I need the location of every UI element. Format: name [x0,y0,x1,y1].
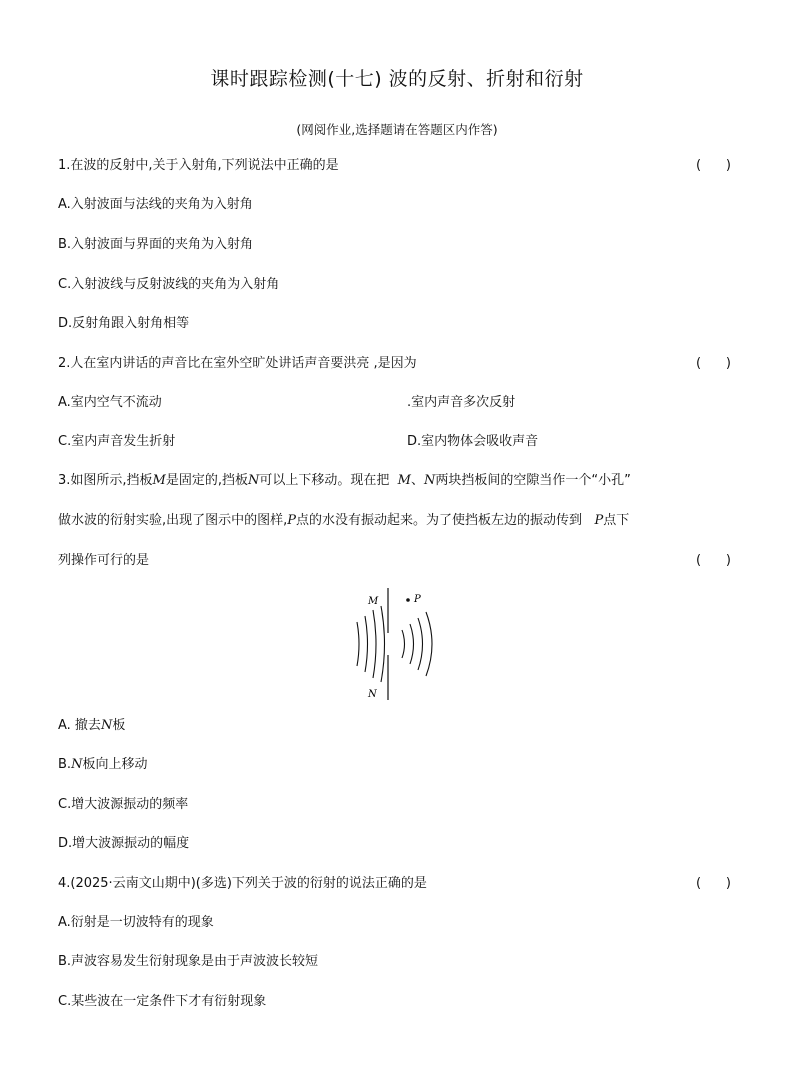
q3-symbol-p: P [287,513,297,528]
q3-symbol-n: N [248,473,260,488]
diffracted-wave [402,630,405,658]
question-4-stem: 4.(2025·云南文山期中)(多选)下列关于波的衍射的说法正确的是 [58,876,427,891]
q3-symbol-m: M [397,473,411,488]
q3-text: 3.如图所示,挡板 [58,473,153,488]
q2-option-a: A.室内空气不流动 [58,395,162,410]
answer-paren-q3: ( ) [696,553,731,568]
q3-symbol-n: N [423,473,436,488]
q3-text: 点下 [603,513,630,528]
q3-text: 、 [410,473,424,488]
q3-symbol-n: N [71,757,83,772]
q3-symbol-p: P [594,513,604,528]
q3-option-c: C.增大波源振动的频率 [58,797,189,812]
diffracted-wave [426,612,432,676]
diffracted-wave [418,618,423,670]
diffracted-wave [410,624,414,664]
q1-option-c: C.入射波线与反射波线的夹角为入射角 [58,277,280,292]
question-1-stem: 1.在波的反射中,关于入射角,下列说法中正确的是 [58,158,339,173]
q1-option-a: A.入射波面与法线的夹角为入射角 [58,197,253,212]
q3-text: 可以上下移动。现在把 [259,473,390,488]
answer-paren-q1: ( ) [696,158,731,173]
label-m: M [368,596,379,607]
incident-wave [365,616,368,672]
answer-paren-q2: ( ) [696,356,731,371]
label-n: N [368,689,377,700]
incident-wave [373,610,376,678]
q3-text: 做水波的衍射实验,出现了图示中的图样, [58,513,288,528]
diffraction-figure [340,582,450,707]
label-p: P [414,594,421,605]
q3-option-a: A. 撤去N板 [58,718,126,733]
incident-wave [357,622,359,666]
q2-option-b: .室内声音多次反射 [407,395,516,410]
q4-option-a: A.衍射是一切波特有的现象 [58,915,214,930]
q2-option-d: D.室内物体会吸收声音 [407,434,539,449]
point-p-dot [406,598,410,602]
q2-option-c: C.室内声音发生折射 [58,434,176,449]
answer-paren-q4: ( ) [696,876,731,891]
q1-option-d: D.反射角跟入射角相等 [58,316,190,331]
q3-text: 是固定的,挡板 [165,473,248,488]
q1-option-b: B.入射波面与界面的夹角为入射角 [58,237,254,252]
q3-option-b: B.N板向上移动 [58,757,148,772]
q4-option-b: B.声波容易发生衍射现象是由于声波波长较短 [58,954,319,969]
question-3-stem-line3: 列操作可行的是 [58,553,150,568]
question-3-stem-line1 [58,472,631,490]
question-3-stem-line2 [58,512,629,530]
q3-text: 两块挡板间的空隙当作一个“小孔” [435,473,631,488]
q3-option-d: D.增大波源振动的幅度 [58,836,190,851]
q3-text: 点的水没有振动起来。为了使挡板左边的振动传到 [296,513,583,528]
page-subtitle: (网阅作业,选择题请在答题区内作答) [296,122,498,137]
page-title: 课时跟踪检测(十七) 波的反射、折射和衍射 [210,68,584,90]
question-2-stem: 2.人在室内讲话的声音比在室外空旷处讲话声音要洪亮 ,是因为 [58,356,417,371]
q3-symbol-n: N [100,718,113,733]
incident-wave [381,606,385,682]
q3-symbol-m: M [152,473,166,488]
q4-option-c: C.某些波在一定条件下才有衍射现象 [58,994,267,1009]
